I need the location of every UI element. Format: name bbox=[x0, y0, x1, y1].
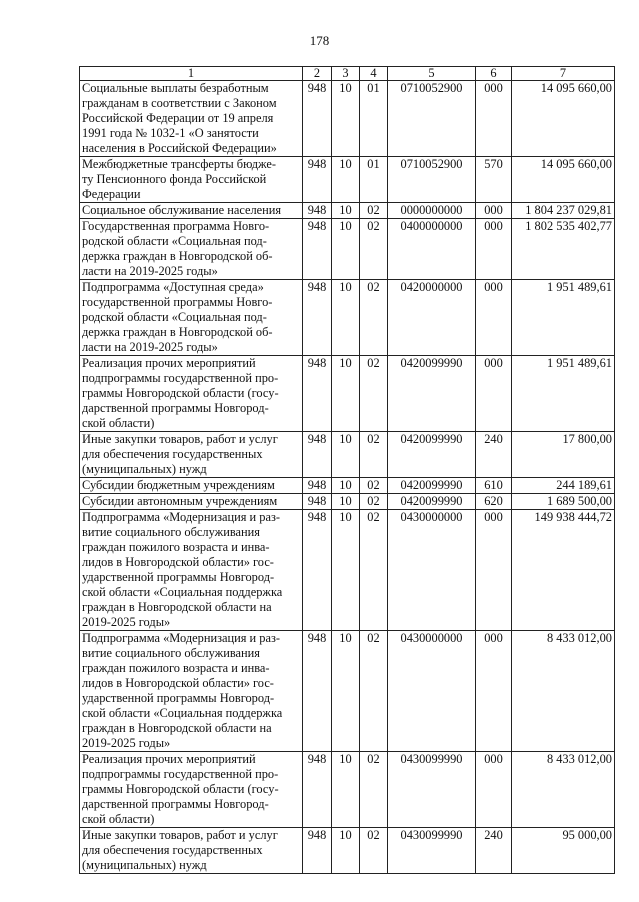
ministry-code-cell: 948 bbox=[303, 203, 332, 219]
subsection-code-cell: 01 bbox=[360, 157, 388, 203]
amount-cell: 1 951 489,61 bbox=[512, 280, 615, 356]
row-name-cell: Подпрограмма «Модернизация и раз- витие социального обслуживания граждан пожилого возраста и инва- лидов в Новгородской области» гос- ударственной программы Новгород- ской области «Социальная поддержка граждан в Новгородской области на 2019-2025 годы» bbox=[80, 631, 303, 752]
section-code-cell: 10 bbox=[332, 494, 360, 510]
column-header: 7 bbox=[512, 67, 615, 81]
row-name-cell: Подпрограмма «Доступная среда» государственной программы Новго- родской области «Социальная под- держка граждан в Новгородской об- ласти на 2019-2025 годы» bbox=[80, 280, 303, 356]
column-header: 5 bbox=[388, 67, 476, 81]
row-name-cell: Социальное обслуживание населения bbox=[80, 203, 303, 219]
subsection-code-cell: 02 bbox=[360, 752, 388, 828]
ministry-code-cell: 948 bbox=[303, 828, 332, 874]
expense-type-cell: 000 bbox=[476, 219, 512, 280]
row-name-cell: Иные закупки товаров, работ и услуг для обеспечения государственных (муниципальных) нужд bbox=[80, 432, 303, 478]
expense-type-cell: 000 bbox=[476, 752, 512, 828]
expense-type-cell: 240 bbox=[476, 432, 512, 478]
section-code-cell: 10 bbox=[332, 219, 360, 280]
target-article-cell: 0420099990 bbox=[388, 478, 476, 494]
amount-cell: 1 804 237 029,81 bbox=[512, 203, 615, 219]
ministry-code-cell: 948 bbox=[303, 510, 332, 631]
table-row bbox=[80, 478, 615, 494]
table-row bbox=[80, 494, 615, 510]
amount-cell: 8 433 012,00 bbox=[512, 631, 615, 752]
section-code-cell: 10 bbox=[332, 356, 360, 432]
amount-cell: 17 800,00 bbox=[512, 432, 615, 478]
section-code-cell: 10 bbox=[332, 478, 360, 494]
target-article-cell: 0430000000 bbox=[388, 510, 476, 631]
row-name-cell: Межбюджетные трансферты бюдже- ту Пенсионного фонда Российской Федерации bbox=[80, 157, 303, 203]
amount-cell: 95 000,00 bbox=[512, 828, 615, 874]
section-code-cell: 10 bbox=[332, 631, 360, 752]
subsection-code-cell: 02 bbox=[360, 510, 388, 631]
expense-type-cell: 000 bbox=[476, 510, 512, 631]
section-code-cell: 10 bbox=[332, 157, 360, 203]
expense-type-cell: 000 bbox=[476, 631, 512, 752]
table-row bbox=[80, 81, 615, 157]
target-article-cell: 0420099990 bbox=[388, 356, 476, 432]
target-article-cell: 0400000000 bbox=[388, 219, 476, 280]
target-article-cell: 0710052900 bbox=[388, 81, 476, 157]
amount-cell: 1 689 500,00 bbox=[512, 494, 615, 510]
ministry-code-cell: 948 bbox=[303, 494, 332, 510]
expense-type-cell: 240 bbox=[476, 828, 512, 874]
subsection-code-cell: 02 bbox=[360, 828, 388, 874]
ministry-code-cell: 948 bbox=[303, 219, 332, 280]
amount-cell: 14 095 660,00 bbox=[512, 157, 615, 203]
table-row bbox=[80, 157, 615, 203]
subsection-code-cell: 02 bbox=[360, 219, 388, 280]
section-code-cell: 10 bbox=[332, 752, 360, 828]
ministry-code-cell: 948 bbox=[303, 356, 332, 432]
row-name-cell: Подпрограмма «Модернизация и раз- витие социального обслуживания граждан пожилого возраста и инва- лидов в Новгородской области» гос- ударственной программы Новгород- ской области «Социальная поддержка граждан в Новгородской области на 2019-2025 годы» bbox=[80, 510, 303, 631]
ministry-code-cell: 948 bbox=[303, 478, 332, 494]
ministry-code-cell: 948 bbox=[303, 432, 332, 478]
row-name-cell: Реализация прочих мероприятий подпрограммы государственной про- граммы Новгородской области (госу- дарственной программы Новгород- ской области) bbox=[80, 356, 303, 432]
budget-table bbox=[79, 66, 615, 874]
target-article-cell: 0420099990 bbox=[388, 432, 476, 478]
subsection-code-cell: 02 bbox=[360, 494, 388, 510]
row-name-cell: Субсидии автономным учреждениям bbox=[80, 494, 303, 510]
table-row bbox=[80, 828, 615, 874]
target-article-cell: 0710052900 bbox=[388, 157, 476, 203]
subsection-code-cell: 02 bbox=[360, 478, 388, 494]
section-code-cell: 10 bbox=[332, 203, 360, 219]
section-code-cell: 10 bbox=[332, 432, 360, 478]
amount-cell: 244 189,61 bbox=[512, 478, 615, 494]
amount-cell: 14 095 660,00 bbox=[512, 81, 615, 157]
table-row bbox=[80, 219, 615, 280]
column-header: 1 bbox=[80, 67, 303, 81]
row-name-cell: Государственная программа Новго- родской области «Социальная под- держка граждан в Новгородской об- ласти на 2019-2025 годы» bbox=[80, 219, 303, 280]
page-number: 178 bbox=[309, 33, 330, 48]
target-article-cell: 0430099990 bbox=[388, 752, 476, 828]
ministry-code-cell: 948 bbox=[303, 631, 332, 752]
amount-cell: 8 433 012,00 bbox=[512, 752, 615, 828]
table-row bbox=[80, 752, 615, 828]
table-row bbox=[80, 432, 615, 478]
target-article-cell: 0420099990 bbox=[388, 494, 476, 510]
expense-type-cell: 000 bbox=[476, 356, 512, 432]
amount-cell: 149 938 444,72 bbox=[512, 510, 615, 631]
subsection-code-cell: 02 bbox=[360, 203, 388, 219]
column-header: 6 bbox=[476, 67, 512, 81]
row-name-cell: Социальные выплаты безработным гражданам в соответствии с Законом Российской Федерации от 19 апреля 1991 года № 1032-1 «О занятости населения в Российской Федерации» bbox=[80, 81, 303, 157]
expense-type-cell: 000 bbox=[476, 81, 512, 157]
amount-cell: 1 802 535 402,77 bbox=[512, 219, 615, 280]
target-article-cell: 0430099990 bbox=[388, 828, 476, 874]
section-code-cell: 10 bbox=[332, 81, 360, 157]
section-code-cell: 10 bbox=[332, 510, 360, 631]
subsection-code-cell: 01 bbox=[360, 81, 388, 157]
subsection-code-cell: 02 bbox=[360, 432, 388, 478]
amount-cell: 1 951 489,61 bbox=[512, 356, 615, 432]
expense-type-cell: 570 bbox=[476, 157, 512, 203]
section-code-cell: 10 bbox=[332, 280, 360, 356]
expense-type-cell: 620 bbox=[476, 494, 512, 510]
subsection-code-cell: 02 bbox=[360, 356, 388, 432]
column-header: 4 bbox=[360, 67, 388, 81]
expense-type-cell: 000 bbox=[476, 280, 512, 356]
section-code-cell: 10 bbox=[332, 828, 360, 874]
target-article-cell: 0420000000 bbox=[388, 280, 476, 356]
expense-type-cell: 610 bbox=[476, 478, 512, 494]
subsection-code-cell: 02 bbox=[360, 280, 388, 356]
ministry-code-cell: 948 bbox=[303, 280, 332, 356]
table-row bbox=[80, 356, 615, 432]
table-row bbox=[80, 203, 615, 219]
row-name-cell: Субсидии бюджетным учреждениям bbox=[80, 478, 303, 494]
ministry-code-cell: 948 bbox=[303, 157, 332, 203]
column-header: 3 bbox=[332, 67, 360, 81]
table-header-row bbox=[80, 67, 615, 81]
table-row bbox=[80, 510, 615, 631]
row-name-cell: Реализация прочих мероприятий подпрограммы государственной про- граммы Новгородской области (госу- дарственной программы Новгород- ской области) bbox=[80, 752, 303, 828]
table-row bbox=[80, 280, 615, 356]
target-article-cell: 0430000000 bbox=[388, 631, 476, 752]
ministry-code-cell: 948 bbox=[303, 81, 332, 157]
table-row bbox=[80, 631, 615, 752]
column-header: 2 bbox=[303, 67, 332, 81]
target-article-cell: 0000000000 bbox=[388, 203, 476, 219]
expense-type-cell: 000 bbox=[476, 203, 512, 219]
row-name-cell: Иные закупки товаров, работ и услуг для обеспечения государственных (муниципальных) нужд bbox=[80, 828, 303, 874]
ministry-code-cell: 948 bbox=[303, 752, 332, 828]
subsection-code-cell: 02 bbox=[360, 631, 388, 752]
